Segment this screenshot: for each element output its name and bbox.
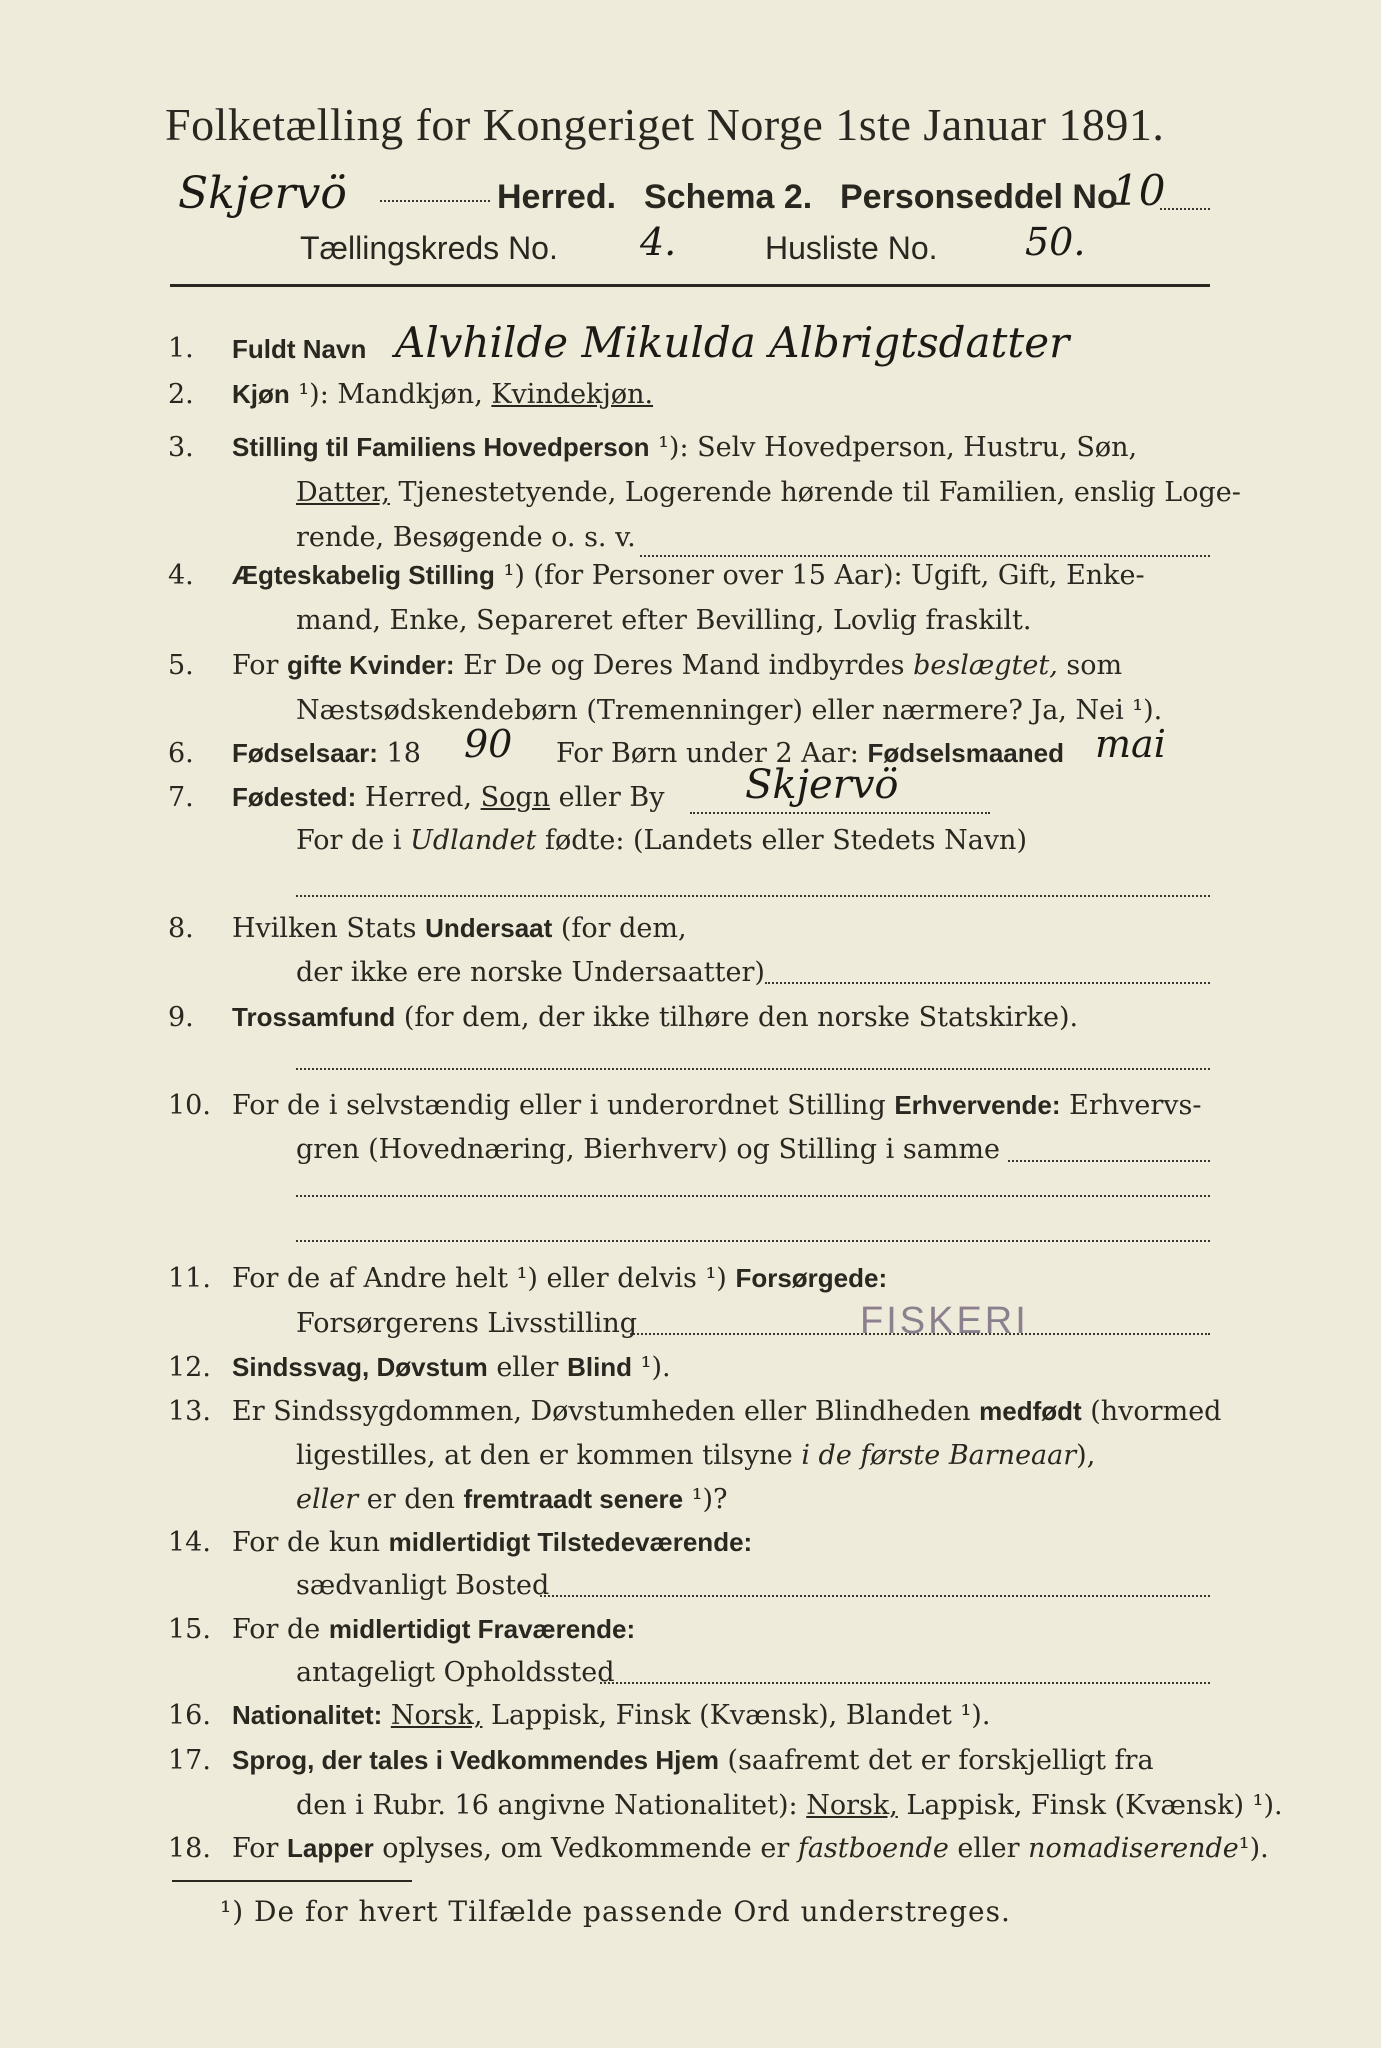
family-position-label: Stilling til Familiens Hovedperson [232,432,650,462]
text: Er De og Deres Mand indbyrdes [463,650,905,681]
temporary-absent-label: midlertidigt Fraværende: [328,1614,636,1644]
birth-year-label: Fødselsaar: [232,738,378,768]
birthplace-value: Skjervö [745,762,899,808]
item-number: 12. [168,1352,211,1383]
sex-options: ¹): Mandkjøn, [298,379,483,410]
text: oplyses, om Vedkommende er [382,1833,790,1864]
occupation-label: Erhvervende: [894,1090,1061,1120]
language-label: Sprog, der tales i Vedkommendes Hjem [232,1745,719,1775]
text: Erhvervs- [1069,1090,1202,1121]
married-women-label: gifte Kvinder: [287,650,455,680]
item-number: 14. [168,1527,211,1558]
item-5-text [232,650,1122,681]
personseddel-value: 10 [1112,166,1166,215]
kreds-value: 4. [640,220,677,264]
item-number: 18. [168,1833,211,1864]
family-position-options-2: Tjenestetyende, Logerende hørende til Familien, enslig Loge- [398,477,1241,508]
text: beslægtet, [913,650,1058,681]
item-10-line-2: gren (Hovednæring, Bierhverv) og Stilling i samme [296,1134,1001,1165]
text: For Børn under 2 Aar: [556,738,859,769]
item-3-text [232,432,1137,463]
text: For de [232,1614,321,1645]
item-number: 3. [168,432,194,463]
item-5-line-2: Næstsødskendebørn (Tremenninger) eller nærmere? Ja, Nei ¹). [296,695,1163,726]
item-7-line-2 [296,825,1027,856]
item-4-text [232,560,1145,591]
citizenship-label: Undersaat [425,913,553,943]
text: fødte: (Landets eller Stedets Navn) [544,825,1027,856]
temporary-present-label: midlertidigt Tilstedeværende: [388,1527,753,1557]
text: ¹)? [691,1484,728,1515]
text: (saafremt det er forskjelligt fra [727,1745,1154,1776]
birth-month-value: mai [1095,722,1166,766]
text: Lappisk, Finsk (Kvænsk) ¹). [906,1790,1283,1821]
text: (for dem, [560,913,687,944]
dotted-line [296,895,1210,897]
birth-year-value: 90 [464,722,513,766]
item-number: 9. [168,1002,194,1033]
dotted-line [1008,1160,1210,1162]
item-17-line-2 [296,1790,1283,1821]
text: i de første Barneaar [801,1440,1077,1471]
text: eller [496,1352,559,1383]
item-number: 10. [168,1090,211,1121]
birth-month-label: Fødselsmaaned [867,738,1064,768]
marital-status-options: ¹) (for Personer over 15 Aar): Ugift, Gift, Enke- [503,560,1145,591]
herred-label: Herred. [497,178,617,216]
later-onset-label: fremtraadt senere [463,1484,684,1514]
text: Udlandet [410,825,537,856]
item-17-text [232,1745,1154,1776]
family-position-options: ¹): Selv Hovedperson, Hustru, Søn, [658,432,1138,463]
disability-label: Sindssvag, Døvstum [232,1352,488,1382]
text: den i Rubr. 16 angivne Nationalitet): [296,1790,798,1821]
item-8-text [232,913,687,944]
item-16-text [232,1700,990,1731]
item-15-text [232,1614,635,1645]
dependents-label: Forsørgede: [735,1263,888,1293]
text: er den [366,1484,455,1515]
footnote-divider [172,1880,412,1882]
item-number: 13. [168,1396,211,1427]
item-8-line-2: der ikke ere norske Undersaatter) [296,957,765,988]
dotted-line [380,200,490,202]
item-18-text [232,1833,1269,1864]
text: For de kun [232,1527,380,1558]
item-3-line-2 [296,477,1241,508]
item-number: 5. [168,650,194,681]
kreds-label: Tællingskreds No. [300,230,558,266]
text: For [232,650,279,681]
blind-label: Blind [567,1352,633,1382]
form-title: Folketælling for Kongeriget Norge 1ste Januar 1891. [165,99,1165,150]
text: Hvilken Stats [232,913,417,944]
dotted-line [296,1240,1210,1242]
congenital-label: medfødt [979,1396,1082,1426]
text: For [232,1833,279,1864]
item-9-text [232,1002,1078,1033]
text: nomadiserende [1028,1833,1239,1864]
text: Herred, [364,782,473,813]
sex-label: Kjøn [232,379,290,409]
sami-label: Lapper [287,1833,374,1863]
item-10-text [232,1090,1202,1121]
dotted-line [1160,208,1210,210]
herred-value: Skjervö [178,168,347,219]
language-selected: Norsk, [806,1790,898,1821]
text: ¹). [640,1352,671,1383]
item-number: 17. [168,1745,211,1776]
text: eller [957,1833,1020,1864]
item-number: 11. [168,1263,211,1294]
item-11-line-2: Forsørgerens Livsstilling [296,1308,638,1339]
birth-year-prefix: 18 [386,738,421,769]
item-14-text [232,1527,752,1558]
dotted-line [296,1068,1210,1070]
dotted-line [765,982,1210,984]
item-15-line-2: antageligt Opholdssted [296,1657,615,1688]
text: eller By [558,782,665,813]
personseddel-label: Personseddel No [840,178,1118,216]
item-number: 7. [168,782,194,813]
text: ligestilles, at den er kommen tilsyne [296,1440,793,1471]
text: (hvormed [1090,1396,1222,1427]
item-13-line-3 [296,1484,728,1515]
sex-selected-option: Kvindekjøn. [491,379,654,410]
schema-label: Schema 2. [644,178,813,216]
item-number: 1. [168,333,194,364]
text: For de af Andre helt ¹) eller delvis ¹) [232,1263,727,1294]
full-name-label: Fuldt Navn [232,334,367,364]
full-name-value: Alvhilde Mikulda Albrigtsdatter [395,318,1070,367]
religion-label: Trossamfund [232,1002,396,1032]
item-14-line-2: sædvanligt Bosted [296,1570,550,1601]
husliste-label: Husliste No. [765,230,938,266]
text: Er Sindssygdommen, Døvstumheden eller Blindheden [232,1396,971,1427]
item-13-text [232,1396,1221,1427]
nationality-selected: Norsk, [390,1700,483,1731]
header-divider [170,284,1210,287]
text: Lappisk, Finsk (Kvænsk), Blandet ¹). [491,1700,991,1731]
item-6-text [232,738,421,769]
nationality-label: Nationalitet: [232,1700,383,1730]
dotted-line [540,1595,1210,1597]
item-7-text [232,782,664,813]
item-11-text [232,1263,887,1294]
item-2-text [232,379,653,410]
item-number: 4. [168,560,194,591]
text: ¹). [1238,1833,1269,1864]
husliste-value: 50. [1025,220,1086,264]
text: fastboende [797,1833,949,1864]
text: ), [1076,1440,1096,1471]
footnote: ¹) De for hvert Tilfælde passende Ord understreges. [220,1895,1011,1928]
item-13-line-2 [296,1440,1095,1471]
dotted-line [296,1195,1210,1197]
item-number: 2. [168,379,194,410]
birthplace-selected: Sogn [480,782,551,813]
text: (for dem, der ikke tilhøre den norske Statskirke). [403,1002,1079,1033]
item-12-text [232,1352,671,1383]
family-position-selected: Datter, [296,477,390,508]
dotted-line [690,812,990,814]
item-number: 16. [168,1700,211,1731]
text: For de i selvstændig eller i underordnet Stilling [232,1090,886,1121]
item-number: 15. [168,1614,211,1645]
item-4-line-2: mand, Enke, Separeret efter Bevilling, Lovlig fraskilt. [296,605,1032,636]
item-number: 8. [168,913,194,944]
dotted-line [600,1682,1210,1684]
text: eller [296,1484,359,1515]
provider-occupation-stamp: FISKERI [860,1300,1029,1342]
item-3-line-3: rende, Besøgende o. s. v. [296,522,636,553]
text: som [1066,650,1123,681]
item-number: 6. [168,738,194,769]
birthplace-label: Fødested: [232,782,357,812]
dotted-line [640,555,1210,557]
marital-status-label: Ægteskabelig Stilling [232,560,495,590]
text: For de i [296,825,402,856]
